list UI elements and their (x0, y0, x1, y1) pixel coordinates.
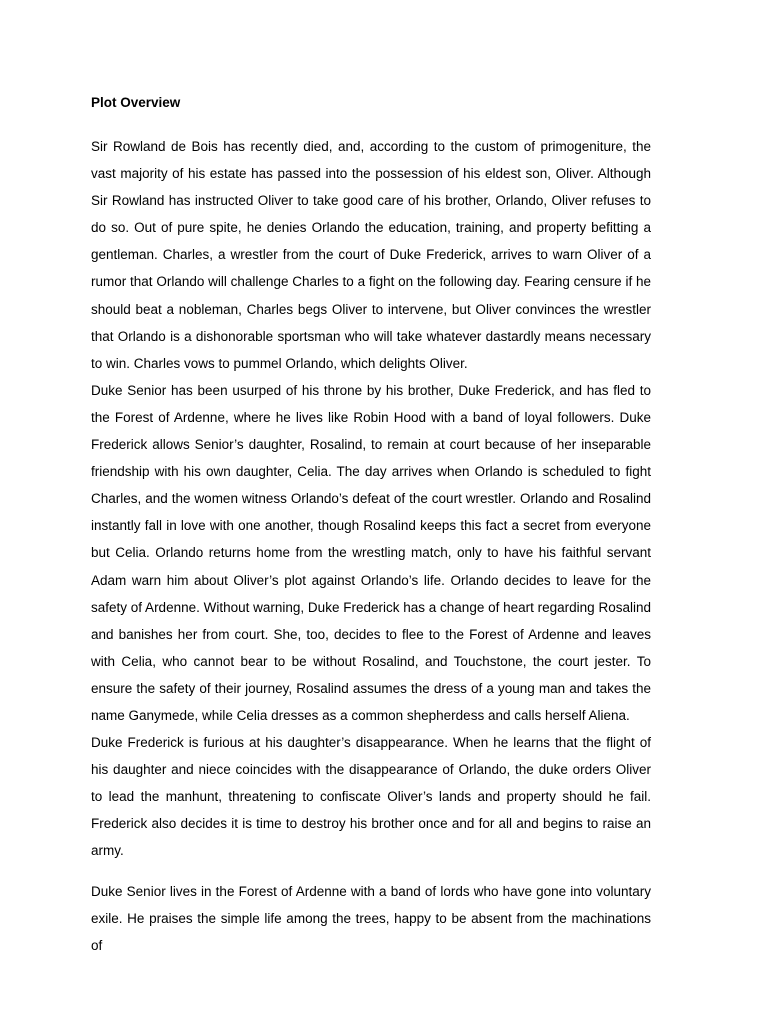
paragraph: Duke Senior lives in the Forest of Ardenne with a band of lords who have gone into voluntary exile. He praises the simple life among the trees, happy to be absent from the machinations of (91, 884, 651, 954)
document-page (91, 84, 651, 959)
paragraph: Sir Rowland de Bois has recently died, and, according to the custom of primogeniture, the vast majority of his estate has passed into the possession of his eldest son, Oliver. Although Sir Rowland has instructed Oliver to take good care of his brother, Orlando, Oliver refuses to do so. Out of pure spite, he denies Orlando the education, training, and property befitting a gentleman. Charles, a wrestler from the court of Duke Frederick, arrives to warn Oliver of a rumor that Orlando will challenge Charles to a fight on the following day. Fearing censure if he should beat a nobleman, Charles begs Oliver to intervene, but Oliver convinces the wrestler that Orlando is a dishonorable sportsman who will take whatever dastardly means necessary to win. Charles vows to pummel Orlando, which delights Oliver. (91, 139, 651, 371)
section-heading: Plot Overview (91, 95, 181, 110)
paragraph: Duke Frederick is furious at his daughter’s disappearance. When he learns that the flight of his daughter and niece coincides with the disappearance of Orlando, the duke orders Oliver to lead the manhunt, threatening to confiscate Oliver’s lands and property should he fail. Frederick also decides it is time to destroy his brother once and for all and begins to raise an army. (91, 735, 651, 859)
paragraph: Duke Senior has been usurped of his throne by his brother, Duke Frederick, and has fled to the Forest of Ardenne, where he lives like Robin Hood with a band of loyal followers. Duke Frederick allows Senior’s daughter, Rosalind, to remain at court because of her inseparable friendship with his own daughter, Celia. The day arrives when Orlando is scheduled to fight Charles, and the women witness Orlando’s defeat of the court wrestler. Orlando and Rosalind instantly fall in love with one another, though Rosalind keeps this fact a secret from everyone but Celia. Orlando returns home from the wrestling match, only to have his faithful servant Adam warn him about Oliver’s plot against Orlando’s life. Orlando decides to leave for the safety of Ardenne. Without warning, Duke Frederick has a change of heart regarding Rosalind and banishes her from court. She, too, decides to flee to the Forest of Ardenne and leaves with Celia, who cannot bear to be without Rosalind, and Touchstone, the court jester. To ensure the safety of their journey, Rosalind assumes the dress of a young man and takes the name Ganymede, while Celia dresses as a common shepherdess and calls herself Aliena. (91, 382, 651, 723)
